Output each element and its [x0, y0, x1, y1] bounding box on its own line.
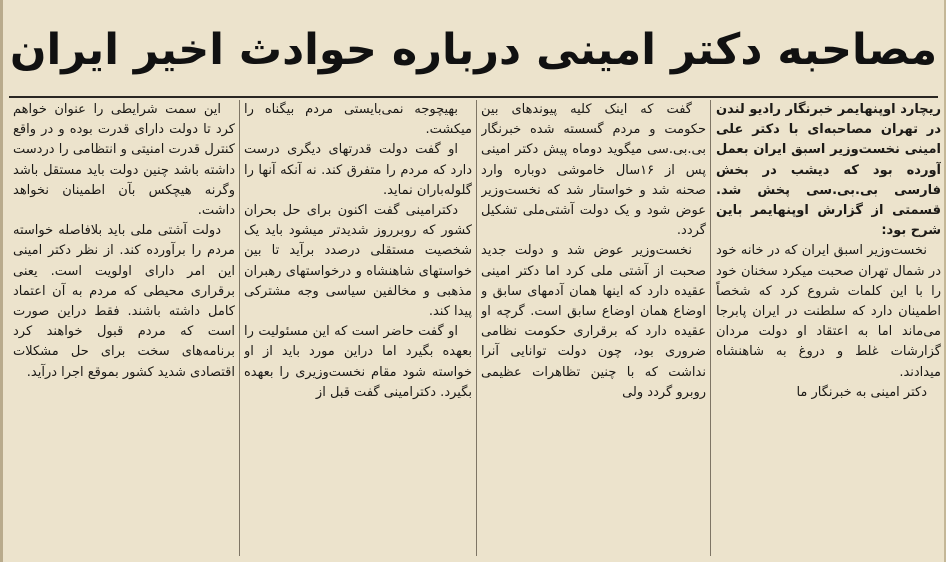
- article-column-3: [244, 100, 472, 556]
- column-1-paragraph-3: دکتر امینی به خبرنگار ما: [796, 384, 927, 400]
- column-3-paragraph-4: او گفت حاضر است که این مسئولیت را بعهده بگیرد اما دراین مورد باید از او خواسته شود مقام نخست‌وزیری را بعهده بگیرد. دکترامینی گفت قبل از: [244, 324, 472, 400]
- column-divider: [710, 100, 711, 556]
- article-column-1: [716, 100, 941, 556]
- column-1-paragraph-1: ریچارد اوپنهایمر خبرنگار رادیو لندن در تهران مصاحبه‌ای با دکتر علی امینی نخست‌وزیر اسبق ایران بعمل آورده بود که دیشب در بخش فارسی بی.بی.سی پخش شد. قسمتی از گزارش اوپنهایمر باین شرح بود:: [716, 102, 941, 239]
- column-3-paragraph-3: دکترامینی گفت اکنون برای حل بحران کشور که روبرروز شدیدتر میشود باید یک شخصیت مستقلی درصدد برآید تا بین خواستهای شاهنشاه و درخواستهای رهبران مذهبی و مخالفین سیاسی وجه مشترکی پیدا کند.: [244, 203, 472, 320]
- article-column-4: [13, 100, 235, 556]
- column-1-paragraph-2: نخست‌وزیر اسبق ایران که در خانه خود در شمال تهران صحبت میکرد سخنان خود را با این کلمات شروع کرد که شخصاً اطمینان دارد که سلطنت در ایران پابرجا می‌ماند اما به اعتقاد او دولت مردان گزارشات غلط و دروغ به شاهنشاه میدادند.: [716, 243, 941, 380]
- headline-rule: [9, 96, 938, 98]
- headline: مصاحبه دکتر امینی درباره حوادث اخیر ایران: [9, 25, 938, 75]
- column-4-paragraph-1: این سمت شرایطی را عنوان خواهم کرد تا دولت دارای قدرت بوده و در واقع کنترل قدرت امنیتی و انتظامی را دردست داشته باشد چنین دولت باید مستقل باشد وگرنه هیچکس بآن اطمینان نخواهد داشت.: [13, 102, 235, 219]
- column-2-paragraph-2: نخست‌وزیر عوض شد و دولت جدید صحبت از آشتی ملی کرد اما دکتر امینی عقیده دارد که اینها همان آدمهای سابق و اوضاع همان اوضاع سابق است. گرچه او عقیده دارد که برقراری حکومت نظامی ضروری بود، چون دولت توانایی آنرا نداشت که با چنین تظاهرات عظیمی روبرو گردد ولی: [481, 243, 706, 400]
- column-divider: [476, 100, 477, 556]
- column-4-paragraph-2: دولت آشتی ملی باید بلافاصله خواسته مردم را برآورده کند. از نظر دکتر امینی این امر دارای اولویت است. یعنی برقراری محیطی که مردم به آن اعتماد کامل داشته باشند. فقط دراین صورت است که مردم قبول خواهند کرد برنامه‌های سخت برای حل مشکلات اقتصادی شدید کشور بموقع اجرا درآید.: [13, 223, 235, 380]
- article-column-2: [481, 100, 706, 556]
- column-divider: [239, 100, 240, 556]
- column-3-paragraph-2: او گفت دولت قدرتهای دیگری درست دارد که مردم را متفرق کند. نه آنکه آنها را گلوله‌باران نماید.: [244, 142, 472, 198]
- column-3-paragraph-1: بهیچوجه نمی‌بایستی مردم بیگناه را میکشت.: [244, 102, 472, 138]
- column-2-paragraph-1: گفت که اینک کلیه پیوندهای بین حکومت و مردم گسسته شده خبرنگار بی.بی.سی میگوید دوماه پیش دکتر امینی پس از ۱۶سال خاموشی دوباره وارد صحنه شد و خواستار شد که نخست‌وزیر عوض شود و یک دولت آشتی‌ملی تشکیل گردد.: [481, 102, 706, 239]
